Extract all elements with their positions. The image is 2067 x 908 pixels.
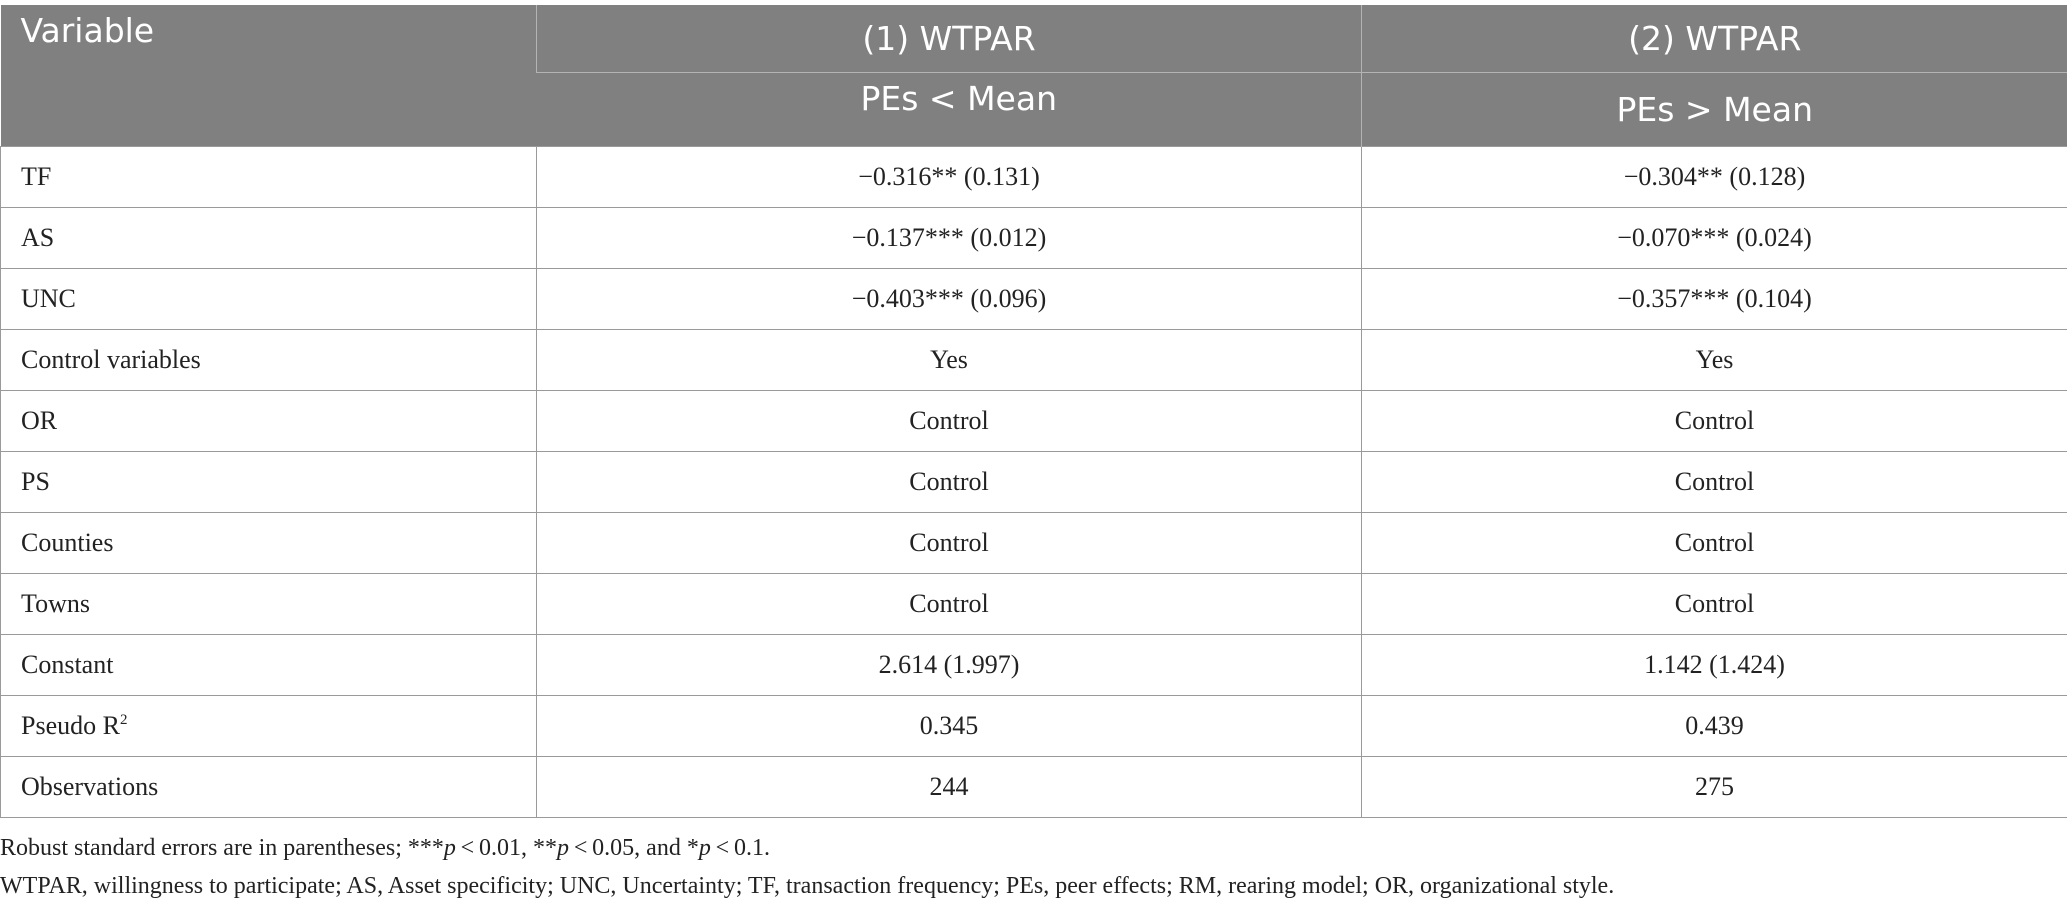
row-col2: Control bbox=[1362, 574, 2067, 635]
table-row bbox=[1, 574, 2067, 635]
row-col1: 0.345 bbox=[537, 696, 1362, 757]
row-col1: Control bbox=[537, 452, 1362, 513]
row-variable: UNC bbox=[1, 269, 537, 330]
pseudo-r-label: Pseudo R bbox=[21, 711, 120, 740]
row-col1: −0.403*** (0.096) bbox=[537, 269, 1362, 330]
row-col1: −0.137*** (0.012) bbox=[537, 208, 1362, 269]
note-significance bbox=[0, 829, 2067, 867]
row-col2: Control bbox=[1362, 452, 2067, 513]
row-col2: Yes bbox=[1362, 330, 2067, 391]
note-text: Robust standard errors are in parentheses; *** bbox=[0, 835, 444, 861]
note-p: p bbox=[698, 835, 711, 861]
results-table bbox=[0, 5, 2067, 818]
row-variable: Constant bbox=[1, 635, 537, 696]
table-row bbox=[1, 269, 2067, 330]
table-notes bbox=[0, 829, 2067, 905]
row-variable: Control variables bbox=[1, 330, 537, 391]
row-variable bbox=[1, 696, 537, 757]
row-col2: Control bbox=[1362, 391, 2067, 452]
row-variable: Towns bbox=[1, 574, 537, 635]
row-variable: OR bbox=[1, 391, 537, 452]
header-col1-sub: PEs < Mean bbox=[537, 73, 1362, 147]
row-col1: −0.316** (0.131) bbox=[537, 147, 1362, 208]
row-col1: Yes bbox=[537, 330, 1362, 391]
row-col2: 0.439 bbox=[1362, 696, 2067, 757]
header-variable: Variable bbox=[1, 5, 537, 147]
row-variable: Counties bbox=[1, 513, 537, 574]
row-col2: 275 bbox=[1362, 757, 2067, 818]
row-col1: Control bbox=[537, 391, 1362, 452]
row-col2: −0.070*** (0.024) bbox=[1362, 208, 2067, 269]
row-variable: AS bbox=[1, 208, 537, 269]
table-row bbox=[1, 757, 2067, 818]
table-row bbox=[1, 208, 2067, 269]
row-col2: −0.357*** (0.104) bbox=[1362, 269, 2067, 330]
table-header bbox=[1, 5, 2067, 147]
note-p: p bbox=[557, 835, 570, 861]
table-row bbox=[1, 452, 2067, 513]
note-text: < 0.05, and * bbox=[569, 835, 699, 861]
row-col2: Control bbox=[1362, 513, 2067, 574]
row-variable: TF bbox=[1, 147, 537, 208]
table-row bbox=[1, 391, 2067, 452]
table-row bbox=[1, 635, 2067, 696]
note-text: < 0.01, ** bbox=[455, 835, 558, 861]
row-col2: 1.142 (1.424) bbox=[1362, 635, 2067, 696]
table-row bbox=[1, 696, 2067, 757]
header-col2-sub: PEs > Mean bbox=[1362, 73, 2067, 147]
table-row bbox=[1, 513, 2067, 574]
table-row bbox=[1, 330, 2067, 391]
note-p: p bbox=[443, 835, 456, 861]
row-col1: Control bbox=[537, 513, 1362, 574]
row-variable: PS bbox=[1, 452, 537, 513]
table-body bbox=[1, 147, 2067, 818]
header-row-1 bbox=[1, 5, 2067, 73]
note-text: < 0.1. bbox=[710, 835, 770, 861]
row-col1: 2.614 (1.997) bbox=[537, 635, 1362, 696]
row-variable: Observations bbox=[1, 757, 537, 818]
results-table-container bbox=[0, 5, 2067, 818]
header-col2-title: (2) WTPAR bbox=[1362, 5, 2067, 73]
table-row bbox=[1, 147, 2067, 208]
note-abbreviations: WTPAR, willingness to participate; AS, Asset specificity; UNC, Uncertainty; TF, transaction frequency; PEs, peer effects; RM, rearing model; OR, organizational style. bbox=[0, 873, 1615, 899]
row-col1: 244 bbox=[537, 757, 1362, 818]
header-col1-title: (1) WTPAR bbox=[537, 5, 1362, 73]
row-col2: −0.304** (0.128) bbox=[1362, 147, 2067, 208]
pseudo-r-superscript: 2 bbox=[119, 712, 128, 728]
row-col1: Control bbox=[537, 574, 1362, 635]
